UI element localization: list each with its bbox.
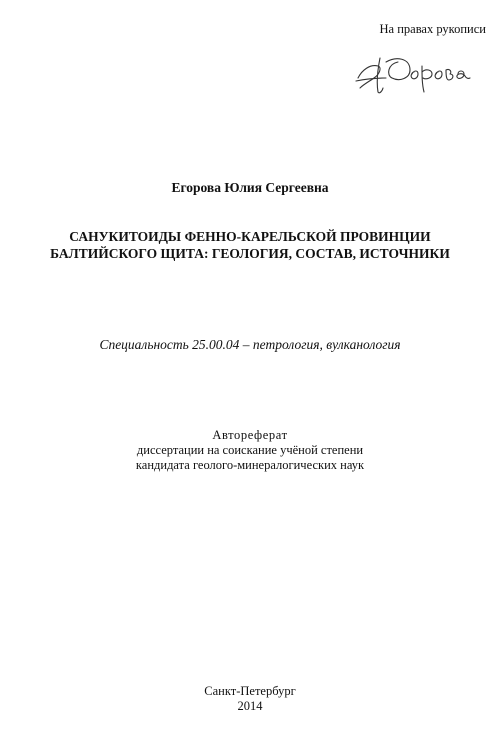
city: Санкт-Петербург xyxy=(204,684,296,698)
year: 2014 xyxy=(237,699,263,713)
title-line: БАЛТИЙСКОГО ЩИТА: ГЕОЛОГИЯ, СОСТАВ, ИСТОЧНИКИ xyxy=(50,246,450,261)
abstract-block xyxy=(0,428,500,473)
title-line: САНУКИТОИДЫ ФЕННО-КАРЕЛЬСКОЙ ПРОВИНЦИИ xyxy=(69,229,431,244)
degree-line: кандидата геолого-минералогических наук xyxy=(135,458,365,472)
handwritten-signature xyxy=(352,48,474,98)
footer xyxy=(0,684,500,714)
specialty: Специальность 25.00.04 – петрология, вулканология xyxy=(99,337,401,352)
rights-note: На правах рукописи xyxy=(379,22,486,36)
author-name: Егорова Юлия Сергеевна xyxy=(171,180,329,195)
degree-line: диссертации на соискание учёной степени xyxy=(136,443,364,457)
dissertation-title xyxy=(0,228,500,262)
document-type: Автореферат xyxy=(212,428,288,442)
